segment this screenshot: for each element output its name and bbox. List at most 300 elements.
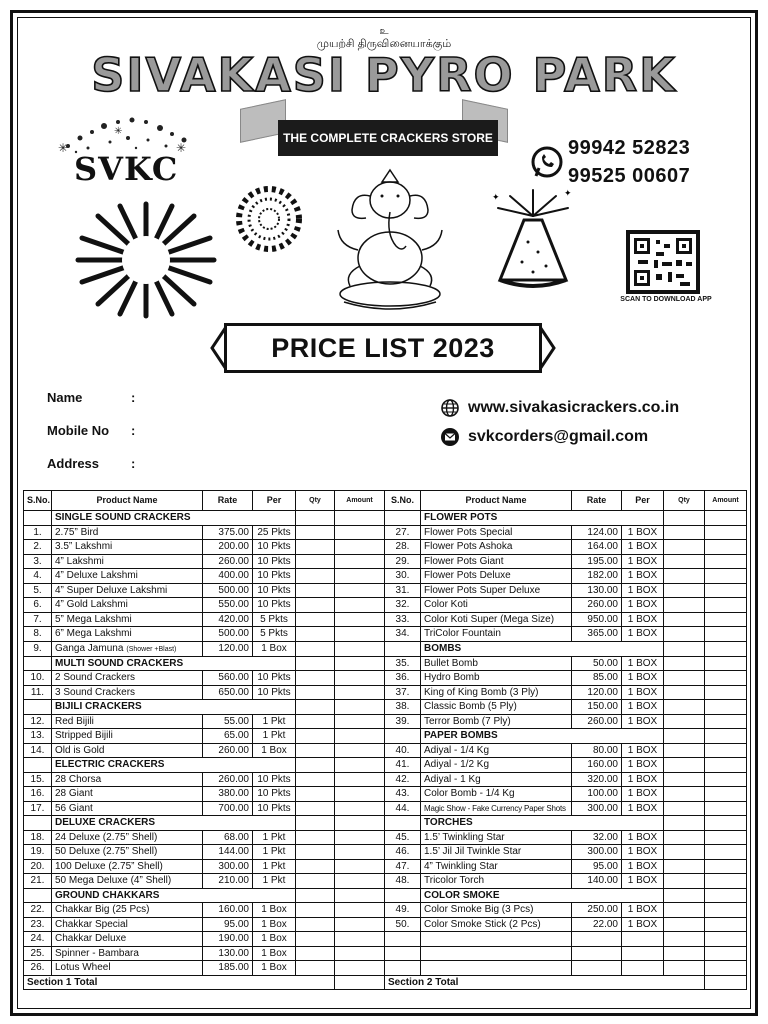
col-rate-right: Rate xyxy=(572,491,622,511)
email-link[interactable]: svkcorders@gmail.com xyxy=(468,428,649,445)
qty-cell[interactable] xyxy=(296,903,335,918)
sno-cell xyxy=(385,816,421,831)
qty-cell[interactable] xyxy=(296,961,335,976)
amount-cell xyxy=(705,874,747,889)
product-name xyxy=(421,830,572,845)
amount-cell xyxy=(705,583,747,598)
serial-number: 23. xyxy=(24,917,52,932)
amount-cell xyxy=(335,671,385,686)
product-name-text: 2.75” Bird xyxy=(55,526,99,538)
rate-cell: 55.00 xyxy=(203,714,253,729)
email-row xyxy=(440,427,648,447)
col-sno-right: S.No. xyxy=(385,491,421,511)
per-cell: 1 BOX xyxy=(622,685,664,700)
amount-cell xyxy=(705,729,747,744)
per-cell: 1 BOX xyxy=(622,656,664,671)
qty-cell[interactable] xyxy=(296,700,335,715)
per-cell: 1 BOX xyxy=(622,830,664,845)
rate-cell: 182.00 xyxy=(572,569,622,584)
product-name-text: Color Smoke Big (3 Pcs) xyxy=(424,904,534,916)
qty-cell[interactable] xyxy=(296,888,335,903)
serial-number: 37. xyxy=(385,685,421,700)
rate-cell: 144.00 xyxy=(203,845,253,860)
qty-cell[interactable] xyxy=(664,685,705,700)
product-name xyxy=(52,540,203,555)
product-name-text: Color Koti Super (Mega Size) xyxy=(424,613,555,625)
whatsapp-icon xyxy=(530,145,564,179)
amount-cell xyxy=(705,511,747,526)
address-label: Address xyxy=(47,456,100,471)
empty-cell xyxy=(705,932,747,947)
qty-cell[interactable] xyxy=(296,729,335,744)
table-row xyxy=(24,903,747,918)
qty-cell[interactable] xyxy=(664,903,705,918)
product-name-text: 4” Lakshmi xyxy=(55,555,104,567)
table-row xyxy=(24,743,747,758)
qty-cell[interactable] xyxy=(664,700,705,715)
qty-cell[interactable] xyxy=(664,859,705,874)
product-name xyxy=(421,685,572,700)
amount-cell xyxy=(705,554,747,569)
rate-cell: 68.00 xyxy=(203,830,253,845)
product-name xyxy=(421,801,572,816)
qty-cell[interactable] xyxy=(664,874,705,889)
serial-number: 46. xyxy=(385,845,421,860)
rate-cell: 700.00 xyxy=(203,801,253,816)
qr-code-icon[interactable] xyxy=(626,230,700,294)
per-cell: 1 BOX xyxy=(622,671,664,686)
product-name-text: 5” Mega Lakshmi xyxy=(55,613,132,625)
product-name-text: Adiyal - 1/2 Kg xyxy=(424,759,490,771)
amount-cell xyxy=(335,729,385,744)
table-row xyxy=(24,612,747,627)
qty-cell[interactable] xyxy=(664,845,705,860)
empty-cell xyxy=(664,932,705,947)
qty-cell[interactable] xyxy=(296,946,335,961)
per-cell: 1 BOX xyxy=(622,525,664,540)
qty-cell[interactable] xyxy=(296,758,335,773)
product-name-text: Magic Show - Fake Currency Paper Shots xyxy=(424,803,566,813)
product-name xyxy=(52,830,203,845)
product-name xyxy=(52,845,203,860)
qty-cell[interactable] xyxy=(296,612,335,627)
empty-cell xyxy=(622,961,664,976)
rate-cell: 120.00 xyxy=(572,685,622,700)
qty-cell[interactable] xyxy=(296,917,335,932)
store-tagline: THE COMPLETE CRACKERS STORE xyxy=(278,120,498,156)
per-cell: 10 Pkts xyxy=(253,787,296,802)
serial-number: 20. xyxy=(24,859,52,874)
qty-cell[interactable] xyxy=(296,874,335,889)
empty-cell xyxy=(385,961,421,976)
rate-cell: 130.00 xyxy=(572,583,622,598)
rate-cell: 210.00 xyxy=(203,874,253,889)
qty-cell[interactable] xyxy=(296,598,335,613)
empty-cell xyxy=(572,946,622,961)
qty-cell[interactable] xyxy=(296,743,335,758)
per-cell: 25 Pkts xyxy=(253,525,296,540)
table-row xyxy=(24,714,747,729)
qty-cell[interactable] xyxy=(296,540,335,555)
serial-number: 6. xyxy=(24,598,52,613)
qty-cell[interactable] xyxy=(664,787,705,802)
amount-cell xyxy=(335,946,385,961)
rate-cell: 95.00 xyxy=(572,859,622,874)
rate-cell: 500.00 xyxy=(203,583,253,598)
qty-cell[interactable] xyxy=(664,641,705,656)
amount-cell xyxy=(335,583,385,598)
per-cell: 10 Pkts xyxy=(253,554,296,569)
product-name xyxy=(421,656,572,671)
qty-cell[interactable] xyxy=(664,569,705,584)
qty-cell[interactable] xyxy=(296,569,335,584)
amount-cell xyxy=(335,685,385,700)
table-row xyxy=(24,975,747,990)
rate-cell: 185.00 xyxy=(203,961,253,976)
rate-cell: 140.00 xyxy=(572,874,622,889)
qty-cell[interactable] xyxy=(664,627,705,642)
col-rate-left: Rate xyxy=(203,491,253,511)
category-heading: SINGLE SOUND CRACKERS xyxy=(52,511,296,526)
table-row xyxy=(24,583,747,598)
product-name xyxy=(421,743,572,758)
per-cell: 10 Pkts xyxy=(253,685,296,700)
empty-cell xyxy=(421,961,572,976)
qty-cell[interactable] xyxy=(296,845,335,860)
product-name xyxy=(52,932,203,947)
category-heading: FLOWER POTS xyxy=(421,511,664,526)
qty-cell[interactable] xyxy=(664,598,705,613)
serial-number: 38. xyxy=(385,700,421,715)
per-cell: 1 BOX xyxy=(622,612,664,627)
product-name-text: 3.5” Lakshmi xyxy=(55,541,113,553)
website-link[interactable]: www.sivakasicrackers.co.in xyxy=(468,399,680,416)
name-field[interactable] xyxy=(47,390,136,405)
amount-cell xyxy=(335,511,385,526)
ganesha-icon xyxy=(330,166,450,314)
product-name-text: Flower Pots Ashoka xyxy=(424,541,513,553)
product-name-text: 50 Mega Deluxe (4” Shell) xyxy=(55,875,172,887)
product-name-text: 4” Twinkling Star xyxy=(424,860,498,872)
amount-cell xyxy=(705,700,747,715)
qty-cell[interactable] xyxy=(664,525,705,540)
phone-number-2[interactable]: 99525 00607 xyxy=(568,165,691,187)
empty-cell xyxy=(622,946,664,961)
product-name xyxy=(421,714,572,729)
per-cell: 1 Pkt xyxy=(253,874,296,889)
product-name xyxy=(421,787,572,802)
section-total-amount xyxy=(705,975,747,990)
qty-cell[interactable] xyxy=(296,801,335,816)
qty-cell[interactable] xyxy=(296,816,335,831)
product-name-text: Color Smoke Stick (2 Pcs) xyxy=(424,918,541,930)
product-name xyxy=(52,714,203,729)
table-row xyxy=(24,845,747,860)
amount-cell xyxy=(705,540,747,555)
qty-cell[interactable] xyxy=(296,830,335,845)
qty-cell[interactable] xyxy=(296,511,335,526)
mobile-field[interactable] xyxy=(47,423,136,438)
amount-cell xyxy=(335,714,385,729)
per-cell: 10 Pkts xyxy=(253,540,296,555)
address-field[interactable] xyxy=(47,456,136,471)
col-qty-right: Qty xyxy=(664,491,705,511)
serial-number: 36. xyxy=(385,671,421,686)
empty-cell xyxy=(622,932,664,947)
amount-cell xyxy=(335,612,385,627)
product-name xyxy=(52,671,203,686)
svg-text:✦: ✦ xyxy=(564,188,572,198)
rate-cell: 120.00 xyxy=(203,641,253,656)
amount-cell xyxy=(335,830,385,845)
product-name xyxy=(52,729,203,744)
col-per-right: Per xyxy=(622,491,664,511)
product-name-text: 2 Sound Crackers xyxy=(55,672,136,684)
amount-cell xyxy=(705,743,747,758)
amount-cell xyxy=(705,830,747,845)
product-name xyxy=(52,874,203,889)
table-row xyxy=(24,961,747,976)
per-cell: 1 BOX xyxy=(622,917,664,932)
amount-cell xyxy=(335,641,385,656)
serial-number: 30. xyxy=(385,569,421,584)
product-name-text: Terror Bomb (7 Ply) xyxy=(424,715,511,727)
qty-cell[interactable] xyxy=(296,772,335,787)
qty-cell[interactable] xyxy=(296,714,335,729)
qty-cell[interactable] xyxy=(664,511,705,526)
product-name-text: Bullet Bomb xyxy=(424,657,478,669)
product-name xyxy=(421,859,572,874)
amount-cell xyxy=(705,671,747,686)
table-row xyxy=(24,627,747,642)
per-cell: 10 Pkts xyxy=(253,772,296,787)
qty-cell[interactable] xyxy=(296,554,335,569)
serial-number: 45. xyxy=(385,830,421,845)
serial-number: 50. xyxy=(385,917,421,932)
qty-cell[interactable] xyxy=(296,859,335,874)
amount-cell xyxy=(335,787,385,802)
serial-number: 32. xyxy=(385,598,421,613)
rate-cell: 260.00 xyxy=(203,554,253,569)
serial-number: 3. xyxy=(24,554,52,569)
amount-cell xyxy=(335,627,385,642)
rate-cell: 190.00 xyxy=(203,932,253,947)
product-name-text: 4” Gold Lakshmi xyxy=(55,599,128,611)
rate-cell: 195.00 xyxy=(572,554,622,569)
empty-cell xyxy=(385,932,421,947)
qty-cell[interactable] xyxy=(664,554,705,569)
serial-number: 15. xyxy=(24,772,52,787)
qty-cell[interactable] xyxy=(296,583,335,598)
amount-cell xyxy=(705,903,747,918)
qty-cell[interactable] xyxy=(296,525,335,540)
svg-text:✦: ✦ xyxy=(492,192,500,202)
serial-number: 48. xyxy=(385,874,421,889)
qty-cell[interactable] xyxy=(664,801,705,816)
serial-number: 7. xyxy=(24,612,52,627)
table-row xyxy=(24,917,747,932)
amount-cell xyxy=(335,758,385,773)
sno-cell xyxy=(385,729,421,744)
qty-cell[interactable] xyxy=(664,917,705,932)
sno-cell xyxy=(24,700,52,715)
per-cell: 1 BOX xyxy=(622,569,664,584)
table-row xyxy=(24,729,747,744)
rate-cell: 400.00 xyxy=(203,569,253,584)
rate-cell: 260.00 xyxy=(572,598,622,613)
product-name-text: Old is Gold xyxy=(55,744,105,756)
per-cell: 1 Box xyxy=(253,641,296,656)
rate-cell: 160.00 xyxy=(572,758,622,773)
qty-cell[interactable] xyxy=(664,772,705,787)
qty-cell[interactable] xyxy=(664,888,705,903)
product-name xyxy=(421,772,572,787)
product-name xyxy=(52,859,203,874)
product-name-text: Chakkar Deluxe xyxy=(55,933,127,945)
amount-cell xyxy=(335,816,385,831)
per-cell: 1 Box xyxy=(253,961,296,976)
rate-cell: 260.00 xyxy=(203,772,253,787)
table-row xyxy=(24,859,747,874)
product-name-text: 56 Giant xyxy=(55,802,93,814)
serial-number: 22. xyxy=(24,903,52,918)
product-name-text: Ganga Jamuna xyxy=(55,642,124,654)
qty-cell[interactable] xyxy=(664,540,705,555)
firework-ring-icon xyxy=(226,184,312,254)
product-name xyxy=(52,917,203,932)
category-heading: GROUND CHAKKARS xyxy=(52,888,296,903)
product-name xyxy=(421,758,572,773)
qty-cell[interactable] xyxy=(664,612,705,627)
per-cell: 10 Pkts xyxy=(253,598,296,613)
serial-number: 24. xyxy=(24,932,52,947)
qty-cell[interactable] xyxy=(664,816,705,831)
table-row xyxy=(24,525,747,540)
product-name xyxy=(52,787,203,802)
qty-cell[interactable] xyxy=(296,641,335,656)
qty-cell[interactable] xyxy=(664,743,705,758)
product-name-text: 50 Deluxe (2.75” Shell) xyxy=(55,846,158,858)
product-name xyxy=(421,525,572,540)
amount-cell xyxy=(335,540,385,555)
serial-number: 42. xyxy=(385,772,421,787)
product-name xyxy=(421,540,572,555)
qty-cell[interactable] xyxy=(296,787,335,802)
amount-cell xyxy=(335,859,385,874)
per-cell: 1 BOX xyxy=(622,845,664,860)
qty-cell[interactable] xyxy=(664,656,705,671)
rate-cell: 95.00 xyxy=(203,917,253,932)
qty-cell[interactable] xyxy=(664,583,705,598)
rate-cell: 250.00 xyxy=(572,903,622,918)
per-cell: 1 Box xyxy=(253,917,296,932)
serial-number: 35. xyxy=(385,656,421,671)
serial-number: 27. xyxy=(385,525,421,540)
amount-cell xyxy=(705,787,747,802)
rate-cell: 300.00 xyxy=(572,801,622,816)
website-row xyxy=(440,398,679,418)
phone-block xyxy=(530,134,690,190)
per-cell: 1 Pkt xyxy=(253,830,296,845)
product-name xyxy=(52,903,203,918)
product-name-text: 4” Super Deluxe Lakshmi xyxy=(55,584,168,596)
product-name-text: Adiyal - 1/4 Kg xyxy=(424,744,490,756)
amount-cell xyxy=(335,554,385,569)
qty-cell[interactable] xyxy=(296,932,335,947)
product-name xyxy=(52,685,203,700)
qty-cell[interactable] xyxy=(664,729,705,744)
product-name-text: Chakkar Big (25 Pcs) xyxy=(55,904,150,916)
product-name-text: 3 Sound Crackers xyxy=(55,686,136,698)
amount-cell xyxy=(705,772,747,787)
per-cell: 1 BOX xyxy=(622,903,664,918)
per-cell: 10 Pkts xyxy=(253,801,296,816)
serial-number: 5. xyxy=(24,583,52,598)
empty-cell xyxy=(421,946,572,961)
sno-cell xyxy=(385,888,421,903)
amount-cell xyxy=(705,845,747,860)
rate-cell: 130.00 xyxy=(203,946,253,961)
product-name-text: Flower Pots Super Deluxe xyxy=(424,584,541,596)
rate-cell: 950.00 xyxy=(572,612,622,627)
per-cell: 1 BOX xyxy=(622,758,664,773)
qty-cell[interactable] xyxy=(664,830,705,845)
per-cell: 1 BOX xyxy=(622,714,664,729)
serial-number: 43. xyxy=(385,787,421,802)
product-name-text: Flower Pots Giant xyxy=(424,555,504,567)
qty-cell[interactable] xyxy=(664,714,705,729)
serial-number: 12. xyxy=(24,714,52,729)
product-name xyxy=(52,772,203,787)
amount-cell xyxy=(705,685,747,700)
amount-cell xyxy=(335,888,385,903)
mobile-label: Mobile No xyxy=(47,423,110,438)
product-name-text: Adiyal - 1 Kg xyxy=(424,773,481,785)
section-total-label: Section 2 Total xyxy=(385,975,705,990)
amount-cell xyxy=(705,888,747,903)
serial-number: 9. xyxy=(24,641,52,656)
mobile-colon: : xyxy=(131,423,136,438)
phone-number-1[interactable]: 99942 52823 xyxy=(568,137,691,159)
qty-cell[interactable] xyxy=(296,656,335,671)
product-name xyxy=(52,961,203,976)
product-name xyxy=(421,845,572,860)
category-heading: DELUXE CRACKERS xyxy=(52,816,296,831)
table-row xyxy=(24,511,747,526)
empty-cell xyxy=(572,961,622,976)
product-name xyxy=(421,903,572,918)
serial-number: 19. xyxy=(24,845,52,860)
per-cell: 1 BOX xyxy=(622,801,664,816)
table-row xyxy=(24,598,747,613)
qty-cell[interactable] xyxy=(296,685,335,700)
product-name-text: Flower Pots Deluxe xyxy=(424,570,511,582)
empty-cell xyxy=(385,946,421,961)
serial-number: 29. xyxy=(385,554,421,569)
serial-number: 21. xyxy=(24,874,52,889)
per-cell: 1 BOX xyxy=(622,583,664,598)
per-cell: 1 BOX xyxy=(622,540,664,555)
qty-cell[interactable] xyxy=(664,758,705,773)
per-cell: 1 Box xyxy=(253,932,296,947)
qty-cell[interactable] xyxy=(296,671,335,686)
qty-cell[interactable] xyxy=(664,671,705,686)
qty-cell[interactable] xyxy=(296,627,335,642)
serial-number: 25. xyxy=(24,946,52,961)
serial-number: 10. xyxy=(24,671,52,686)
col-product-left: Product Name xyxy=(52,491,203,511)
product-name xyxy=(52,598,203,613)
